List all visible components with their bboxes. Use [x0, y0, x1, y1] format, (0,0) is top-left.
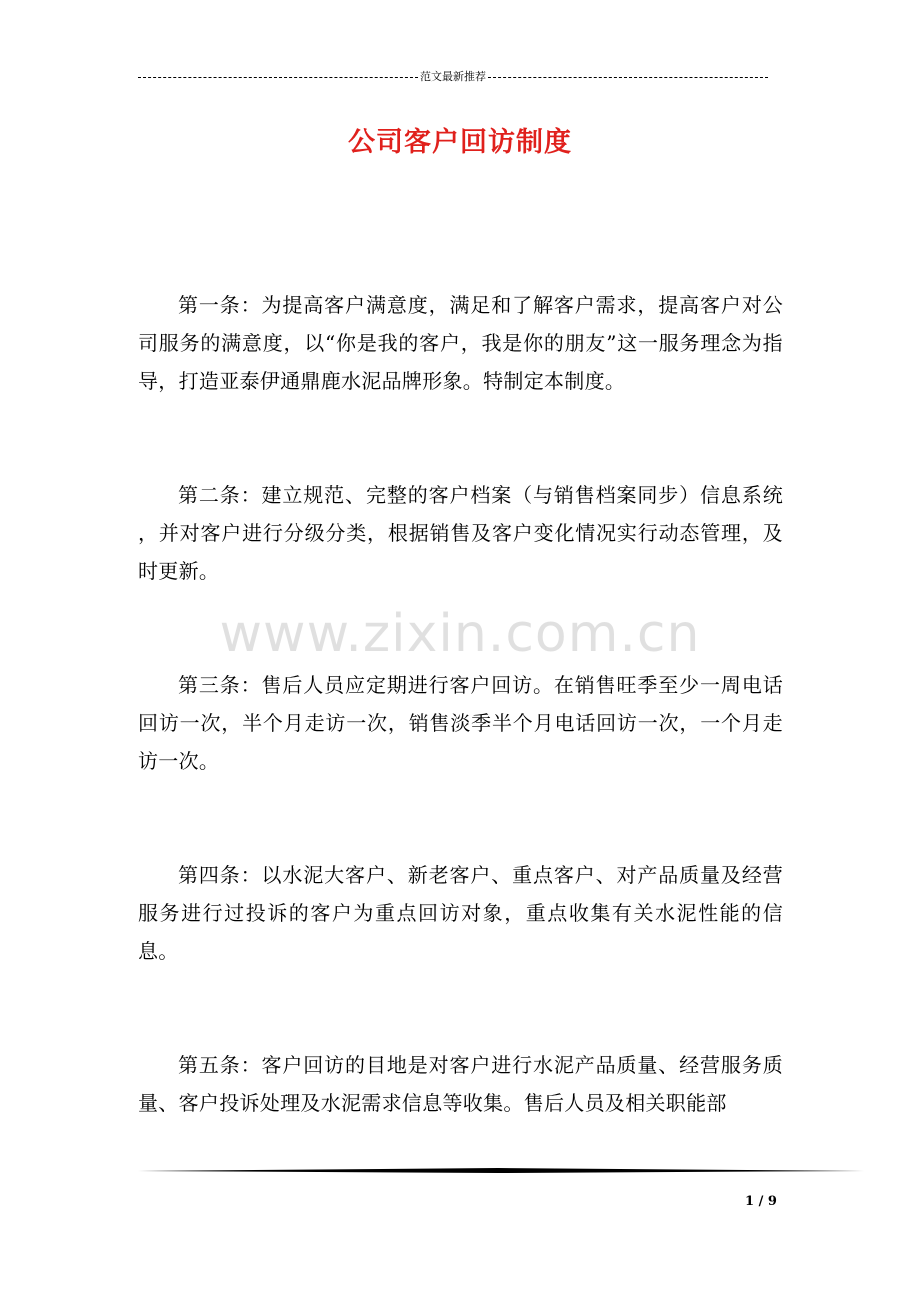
paragraph-article-3: 第三条：售后人员应定期进行客户回访。在销售旺季至少一周电话回访一次，半个月走访一次，销售淡季半个月电话回访一次，一个月走访一次。 — [138, 673, 783, 773]
footer-rule — [138, 1168, 864, 1173]
page-number: 1 / 9 — [745, 1194, 777, 1209]
document-body — [138, 286, 783, 1198]
header-dash-left — [138, 77, 418, 78]
document-title: 公司客户回访制度 — [348, 127, 572, 158]
header-dash-right — [488, 77, 768, 78]
header-banner — [138, 68, 768, 86]
paragraph-article-2: 第二条：建立规范、完整的客户档案（与销售档案同步）信息系统 ，并对客户进行分级分类，根据销售及客户变化情况实行动态管理，及时更新。 — [138, 483, 783, 583]
watermark: www.zixin.com.cn — [219, 604, 701, 664]
paragraph-article-4: 第四条：以水泥大客户、新老客户、重点客户、对产品质量及经营服务进行过投诉的客户为重点回访对象，重点收集有关水泥性能的信息。 — [138, 863, 783, 963]
paragraph-article-5: 第五条：客户回访的目地是对客户进行水泥产品质量、经营服务质量、客户投诉处理及水泥需求信息等收集。售后人员及相关职能部 — [138, 1053, 783, 1115]
header-label: 范文最新推荐 — [420, 70, 486, 83]
paragraph-article-1: 第一条：为提高客户满意度，满足和了解客户需求，提高客户对公司服务的满意度，以“你是我的客户，我是你的朋友”这一服务理念为指导，打造亚泰伊通鼎鹿水泥品牌形象。特制定本制度。 — [138, 293, 783, 393]
